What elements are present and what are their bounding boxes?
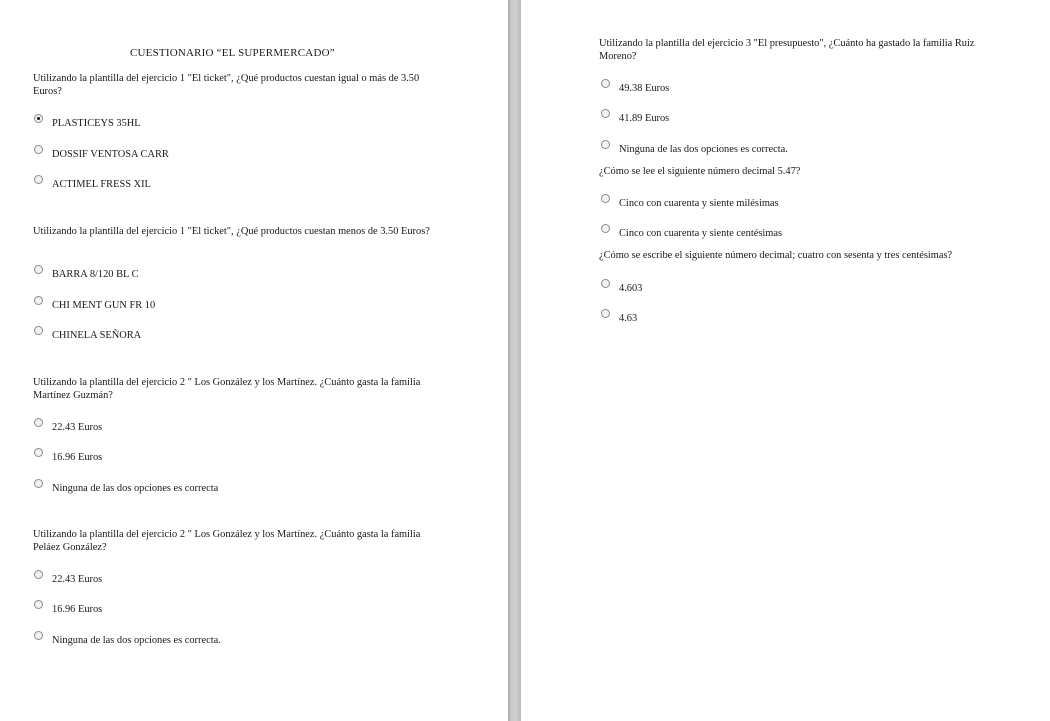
answer-option-label: CHI MENT GUN FR 10 [52, 300, 156, 311]
radio-button-selected-icon[interactable] [34, 114, 43, 123]
document-page-right [521, 0, 1050, 721]
answer-option-label: Ninguna de las dos opciones es correcta [52, 483, 219, 494]
answer-option-label: 16.96 Euros [52, 604, 103, 615]
question-2-text: Utilizando la plantilla del ejercicio 1 "El ticket", ¿Qué productos cuestan menos de 3.50 Euros? [33, 226, 430, 237]
document-title: CUESTIONARIO “EL SUPERMERCADO” [130, 47, 335, 59]
radio-button-icon[interactable] [34, 479, 43, 488]
question-6-text: ¿Cómo se lee el siguiente número decimal 5.47? [599, 166, 801, 177]
answer-option-label: 4.603 [619, 283, 643, 294]
radio-button-icon[interactable] [34, 296, 43, 305]
question-5-text: Utilizando la plantilla del ejercicio 3 "El presupuesto", ¿Cuánto ha gastado la familia Ruiz Moreno? [599, 38, 975, 62]
radio-button-icon[interactable] [601, 140, 610, 149]
answer-option-label: 41.89 Euros [619, 113, 670, 124]
radio-button-icon[interactable] [34, 175, 43, 184]
radio-button-icon[interactable] [601, 79, 610, 88]
radio-button-icon[interactable] [34, 265, 43, 274]
radio-button-icon[interactable] [34, 570, 43, 579]
answer-option-label: 4.63 [619, 313, 638, 324]
radio-button-icon[interactable] [34, 631, 43, 640]
radio-button-icon[interactable] [34, 326, 43, 335]
radio-button-icon[interactable] [601, 279, 610, 288]
answer-option-label: ACTIMEL FRESS XIL [52, 179, 151, 190]
answer-option-label: CHINELA SEÑORA [52, 330, 142, 341]
question-1-text: Utilizando la plantilla del ejercicio 1 "El ticket", ¿Qué productos cuestan igual o más de 3.50 Euros? [33, 73, 420, 97]
radio-button-icon[interactable] [34, 600, 43, 609]
document-page-left [0, 0, 508, 721]
radio-button-icon[interactable] [601, 309, 610, 318]
answer-option-label: PLASTICEYS 35HL [52, 118, 141, 129]
radio-button-icon[interactable] [601, 224, 610, 233]
answer-option-label: 16.96 Euros [52, 452, 103, 463]
question-4-text: Utilizando la plantilla del ejercicio 2 " Los González y los Martínez. ¿Cuánto gasta la familia Peláez González? [33, 529, 421, 553]
answer-option-label: DOSSIF VENTOSA CARR [52, 149, 169, 160]
page-divider [508, 0, 521, 721]
question-7-text: ¿Cómo se escribe el siguiente número decimal; cuatro con sesenta y tres centésimas? [599, 250, 953, 261]
radio-button-icon[interactable] [34, 448, 43, 457]
answer-option-label: 22.43 Euros [52, 574, 103, 585]
radio-button-icon[interactable] [34, 145, 43, 154]
answer-option-label: Cinco con cuarenta y siente centésimas [619, 228, 783, 239]
answer-option-label: 22.43 Euros [52, 422, 103, 433]
answer-option-label: Cinco con cuarenta y siente milésimas [619, 198, 779, 209]
radio-button-icon[interactable] [601, 194, 610, 203]
question-3-text: Utilizando la plantilla del ejercicio 2 " Los González y los Martínez. ¿Cuánto gasta la familia Martínez Guzmán? [33, 377, 421, 401]
answer-option-label: BARRA 8/120 BL C [52, 269, 139, 280]
answer-option-label: Ninguna de las dos opciones es correcta. [52, 635, 221, 646]
radio-button-icon[interactable] [34, 418, 43, 427]
answer-option-label: Ninguna de las dos opciones es correcta. [619, 144, 788, 155]
radio-button-icon[interactable] [601, 109, 610, 118]
answer-option-label: 49.38 Euros [619, 83, 670, 94]
